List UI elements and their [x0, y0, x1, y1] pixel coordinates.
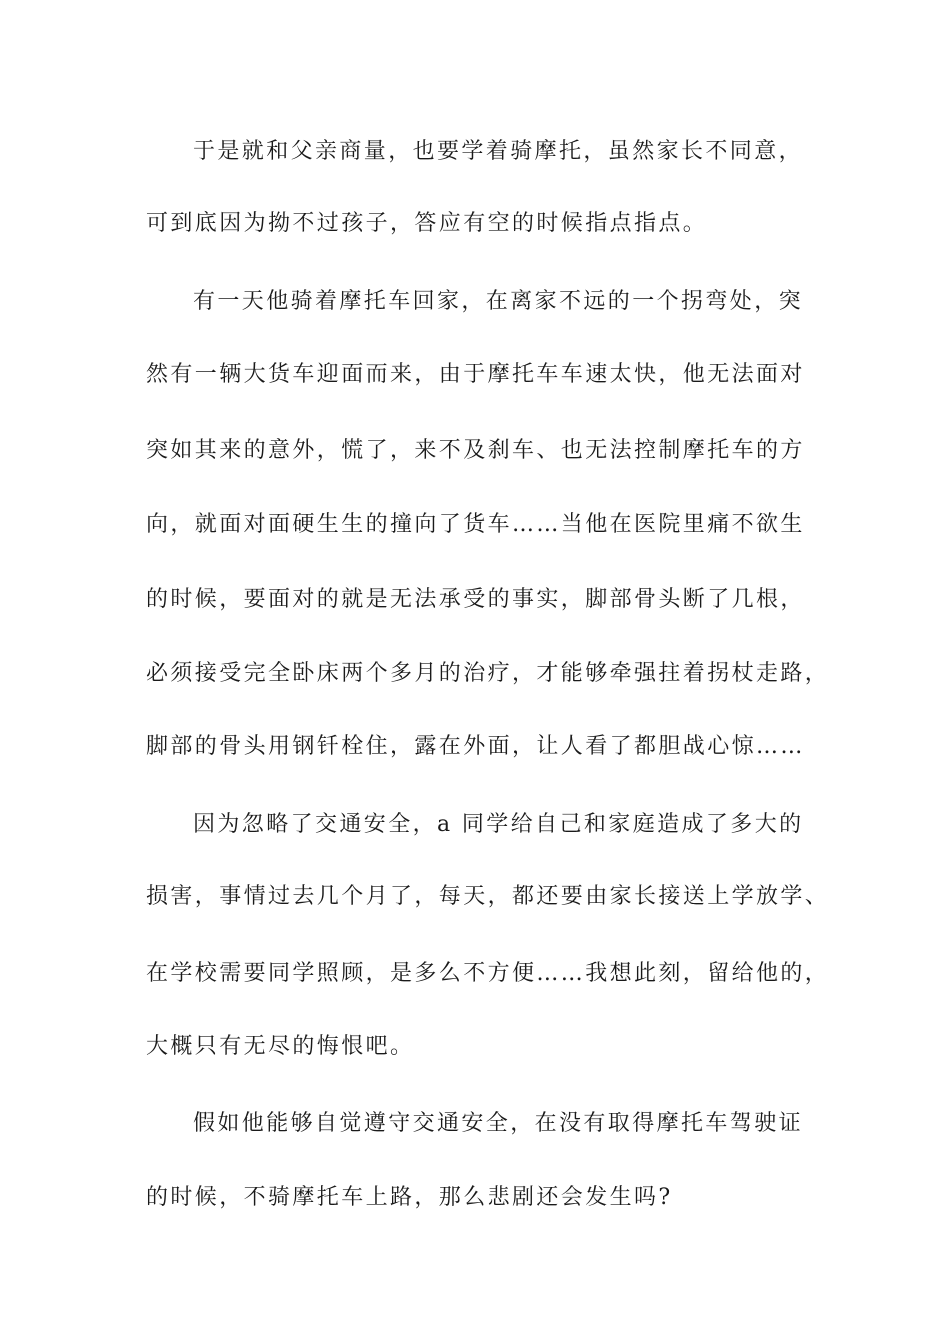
- text-line: 大概只有无尽的悔恨吧。: [146, 1034, 415, 1059]
- text-line: 于是就和父亲商量，也要学着骑摩托，虽然家长不同意，: [193, 139, 804, 164]
- text-line: 可到底因为拗不过孩子，答应有空的时候指点指点。: [146, 211, 708, 236]
- text-line: 的时候，不骑摩托车上路，那么悲剧还会发生吗?: [146, 1185, 673, 1210]
- text-line: 假如他能够自觉遵守交通安全，在没有取得摩托车驾驶证: [193, 1111, 804, 1136]
- text-line: 突如其来的意外，慌了，来不及刹车、也无法控制摩托车的方: [146, 438, 805, 463]
- text-line: 在学校需要同学照顾，是多么不方便……我想此刻，留给他的，: [146, 961, 830, 986]
- text-line: 然有一辆大货车迎面而来，由于摩托车车速太快，他无法面对: [146, 362, 805, 387]
- text-line: 有一天他骑着摩托车回家，在离家不远的一个拐弯处，突: [193, 289, 804, 314]
- text-line: 必须接受完全卧床两个多月的治疗，才能够牵强拄着拐杖走路，: [146, 661, 830, 686]
- text-line: 因为忽略了交通安全，a 同学给自己和家庭造成了多大的: [193, 812, 804, 837]
- text-line: 的时候，要面对的就是无法承受的事实，脚部骨头断了几根，: [146, 587, 805, 612]
- text-line: 损害，事情过去几个月了，每天，都还要由家长接送上学放学、: [146, 884, 830, 909]
- text-line: 脚部的骨头用钢钎栓住，露在外面，让人看了都胆战心惊……: [146, 734, 805, 759]
- text-line: 向，就面对面硬生生的撞向了货车……当他在医院里痛不欲生: [146, 512, 805, 537]
